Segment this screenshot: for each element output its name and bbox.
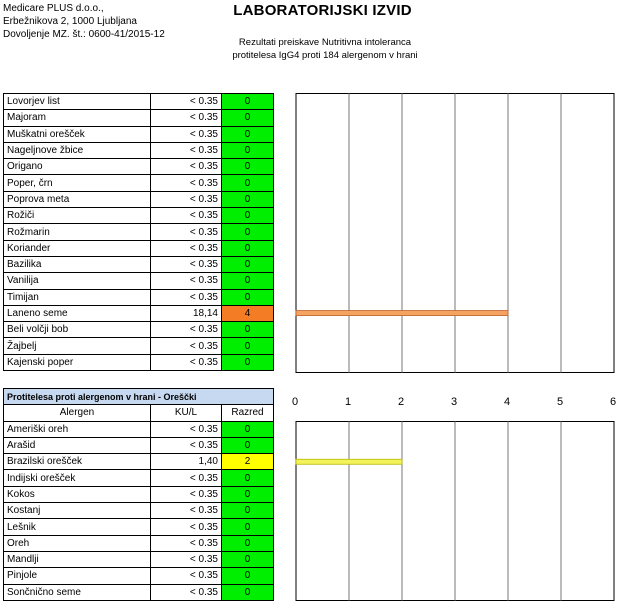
spices-razred-cell: 0	[222, 142, 274, 158]
spices-chart	[294, 93, 616, 373]
spices-name-cell: Žajbelj	[4, 338, 151, 354]
nuts-row	[4, 584, 274, 600]
nuts-kul-cell: < 0.35	[151, 519, 222, 535]
spices-kul-cell: < 0.35	[151, 142, 222, 158]
spices-name-cell: Poper, črn	[4, 175, 151, 191]
spices-razred-cell: 4	[222, 305, 274, 321]
spices-razred-cell: 0	[222, 322, 274, 338]
nuts-name-cell: Oreh	[4, 535, 151, 551]
spices-name-cell: Bazilika	[4, 256, 151, 272]
spices-row	[4, 256, 274, 272]
nuts-chart	[294, 421, 616, 601]
axis-tick-label: 2	[398, 396, 405, 408]
spices-razred-cell: 0	[222, 354, 274, 370]
spices-kul-cell: < 0.35	[151, 175, 222, 191]
spices-kul-cell: < 0.35	[151, 256, 222, 272]
nuts-row	[4, 503, 274, 519]
spices-kul-cell: 18,14	[151, 305, 222, 321]
col-allergen: Alergen	[4, 405, 151, 421]
spices-name-cell: Beli volčji bob	[4, 322, 151, 338]
nuts-razred-cell: 2	[222, 454, 274, 470]
nuts-name-cell: Brazilski orešček	[4, 454, 151, 470]
spices-name-cell: Vanilija	[4, 273, 151, 289]
spices-name-cell: Poprova meta	[4, 191, 151, 207]
nuts-kul-cell: < 0.35	[151, 584, 222, 600]
nuts-razred-cell: 0	[222, 421, 274, 437]
spices-name-cell: Nageljnove žbice	[4, 142, 151, 158]
spices-razred-cell: 0	[222, 208, 274, 224]
spices-row	[4, 224, 274, 240]
nuts-caption: Protitelesa proti alergenom v hrani - Oreščki	[4, 389, 274, 405]
nuts-kul-cell: < 0.35	[151, 486, 222, 502]
nuts-name-cell: Indijski orešček	[4, 470, 151, 486]
spices-row	[4, 126, 274, 142]
nuts-row	[4, 568, 274, 584]
spices-row	[4, 322, 274, 338]
spices-chart-bar-laneno-seme	[296, 311, 508, 316]
report-subtitle	[195, 36, 455, 62]
lab-header	[3, 2, 165, 41]
nuts-razred-cell: 0	[222, 470, 274, 486]
nuts-row	[4, 486, 274, 502]
nuts-razred-cell: 0	[222, 519, 274, 535]
spices-razred-cell: 0	[222, 289, 274, 305]
nuts-razred-cell: 0	[222, 486, 274, 502]
nuts-razred-cell: 0	[222, 568, 274, 584]
spices-row	[4, 289, 274, 305]
spices-row	[4, 94, 274, 110]
axis-tick-label: 5	[557, 396, 564, 408]
nuts-razred-cell: 0	[222, 535, 274, 551]
col-razred: Razred	[222, 405, 274, 421]
nuts-kul-cell: < 0.35	[151, 503, 222, 519]
spices-razred-cell: 0	[222, 256, 274, 272]
spices-razred-cell: 0	[222, 175, 274, 191]
subtitle-line-1: Rezultati preiskave Nutritivna intoleranca	[238, 37, 412, 48]
nuts-name-cell: Pinjole	[4, 568, 151, 584]
spices-name-cell: Majoram	[4, 110, 151, 126]
spices-row	[4, 273, 274, 289]
nuts-name-cell: Kokos	[4, 486, 151, 502]
spices-table	[3, 93, 274, 371]
license-number: Dovoljenje MZ. št.: 0600-41/2015-12	[3, 29, 165, 40]
col-kul: KU/L	[151, 405, 222, 421]
nuts-row	[4, 454, 274, 470]
company-name: Medicare PLUS d.o.o.,	[3, 3, 104, 14]
spices-razred-cell: 0	[222, 126, 274, 142]
nuts-chart-bar-brazilski-orešček	[296, 459, 402, 464]
nuts-name-cell: Lešnik	[4, 519, 151, 535]
spices-row	[4, 175, 274, 191]
spices-kul-cell: < 0.35	[151, 191, 222, 207]
nuts-razred-cell: 0	[222, 437, 274, 453]
spices-kul-cell: < 0.35	[151, 322, 222, 338]
company-address: Erbežnikova 2, 1000 Ljubljana	[3, 16, 137, 27]
spices-kul-cell: < 0.35	[151, 94, 222, 110]
spices-kul-cell: < 0.35	[151, 110, 222, 126]
spices-name-cell: Koriander	[4, 240, 151, 256]
spices-name-cell: Rožmarin	[4, 224, 151, 240]
spices-row	[4, 110, 274, 126]
nuts-caption-row	[4, 389, 274, 405]
spices-name-cell: Muškatni orešček	[4, 126, 151, 142]
nuts-row	[4, 519, 274, 535]
spices-kul-cell: < 0.35	[151, 289, 222, 305]
spices-row	[4, 159, 274, 175]
spices-razred-cell: 0	[222, 94, 274, 110]
spices-row	[4, 354, 274, 370]
nuts-row	[4, 470, 274, 486]
spices-row	[4, 208, 274, 224]
nuts-kul-cell: < 0.35	[151, 568, 222, 584]
spices-razred-cell: 0	[222, 159, 274, 175]
spices-razred-cell: 0	[222, 240, 274, 256]
spices-razred-cell: 0	[222, 338, 274, 354]
nuts-name-cell: Kostanj	[4, 503, 151, 519]
axis-tick-label: 6	[610, 396, 617, 408]
spices-razred-cell: 0	[222, 110, 274, 126]
nuts-kul-cell: < 0.35	[151, 421, 222, 437]
spices-kul-cell: < 0.35	[151, 338, 222, 354]
axis-tick-label: 3	[451, 396, 458, 408]
nuts-kul-cell: < 0.35	[151, 470, 222, 486]
nuts-razred-cell: 0	[222, 584, 274, 600]
nuts-name-cell: Mandlji	[4, 551, 151, 567]
nuts-row	[4, 535, 274, 551]
spices-row	[4, 240, 274, 256]
spices-name-cell: Timijan	[4, 289, 151, 305]
nuts-name-cell: Sončnično seme	[4, 584, 151, 600]
spices-name-cell: Laneno seme	[4, 305, 151, 321]
spices-row	[4, 191, 274, 207]
subtitle-line-2: protitelesa IgG4 proti 184 alergenom v hrani	[232, 50, 418, 61]
nuts-name-cell: Arašid	[4, 437, 151, 453]
nuts-chart-svg	[294, 421, 616, 601]
nuts-kul-cell: < 0.35	[151, 437, 222, 453]
axis-tick-label: 0	[292, 396, 299, 408]
spices-row	[4, 305, 274, 321]
spices-razred-cell: 0	[222, 273, 274, 289]
nuts-row	[4, 421, 274, 437]
nuts-razred-cell: 0	[222, 503, 274, 519]
nuts-table	[3, 388, 274, 601]
nuts-kul-cell: < 0.35	[151, 535, 222, 551]
spices-kul-cell: < 0.35	[151, 354, 222, 370]
spices-name-cell: Origano	[4, 159, 151, 175]
spices-kul-cell: < 0.35	[151, 240, 222, 256]
spices-kul-cell: < 0.35	[151, 208, 222, 224]
spices-kul-cell: < 0.35	[151, 159, 222, 175]
nuts-kul-cell: 1,40	[151, 454, 222, 470]
spices-row	[4, 338, 274, 354]
spices-name-cell: Rožiči	[4, 208, 151, 224]
axis-tick-label: 4	[504, 396, 511, 408]
nuts-razred-cell: 0	[222, 551, 274, 567]
axis-tick-label: 1	[345, 396, 352, 408]
spices-kul-cell: < 0.35	[151, 126, 222, 142]
report-title: LABORATORIJSKI IZVID	[233, 2, 412, 19]
spices-name-cell: Kajenski poper	[4, 354, 151, 370]
nuts-row	[4, 551, 274, 567]
spices-kul-cell: < 0.35	[151, 273, 222, 289]
nuts-name-cell: Ameriški oreh	[4, 421, 151, 437]
spices-razred-cell: 0	[222, 224, 274, 240]
spices-row	[4, 142, 274, 158]
spices-razred-cell: 0	[222, 191, 274, 207]
nuts-row	[4, 437, 274, 453]
nuts-kul-cell: < 0.35	[151, 551, 222, 567]
nuts-header-row	[4, 405, 274, 421]
spices-name-cell: Lovorjev list	[4, 94, 151, 110]
spices-kul-cell: < 0.35	[151, 224, 222, 240]
spices-chart-svg	[294, 93, 616, 373]
